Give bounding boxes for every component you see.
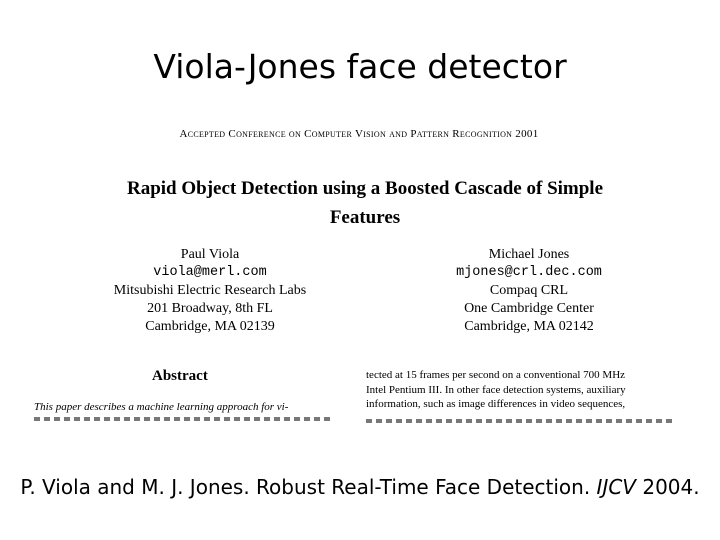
paper-title-line-2: Features <box>329 207 401 228</box>
paper-title <box>60 174 670 232</box>
author-address-line-2: Cambridge, MA 02139 <box>145 319 275 334</box>
right-column-text <box>366 368 676 412</box>
abstract-heading: Abstract <box>152 368 208 384</box>
paper-title-line-1: Rapid Object Detection using a Boosted Cascade of Simple <box>126 178 604 199</box>
citation <box>0 474 720 500</box>
citation-prefix: P. Viola and M. J. Jones. Robust Real-Time Face Detection. <box>20 475 597 499</box>
slide-title: Viola-Jones face detector <box>153 47 567 86</box>
paper-excerpt-image <box>28 114 688 424</box>
right-column-line: Intel Pentium III. In other face detection systems, auxiliary <box>366 383 626 396</box>
author-affiliation: Compaq CRL <box>489 283 569 298</box>
cropped-text-edge <box>34 417 334 421</box>
author-address-line-2: Cambridge, MA 02142 <box>464 319 594 334</box>
author-block-viola <box>90 246 330 336</box>
author-email: viola@merl.com <box>153 265 267 280</box>
author-address-line-1: 201 Broadway, 8th FL <box>147 301 273 316</box>
author-name: Michael Jones <box>488 247 570 262</box>
citation-venue: IJCV <box>596 475 636 499</box>
author-block-jones <box>424 246 634 336</box>
author-affiliation: Mitsubishi Electric Research Labs <box>113 283 307 298</box>
right-column-line: tected at 15 frames per second on a conventional 700 MHz <box>366 369 626 381</box>
author-name: Paul Viola <box>180 247 240 262</box>
paper-conference-header: Accepted Conference on Computer Vision and Pattern Recognition 2001 <box>179 128 539 140</box>
author-address-line-1: One Cambridge Center <box>464 301 594 316</box>
abstract-first-line: This paper describes a machine learning approach for vi- <box>34 401 289 413</box>
author-email: mjones@crl.dec.com <box>456 265 602 280</box>
citation-suffix: 2004. <box>636 475 700 499</box>
right-column-line: information, such as image differences in video sequences, <box>366 398 626 410</box>
cropped-text-edge <box>366 419 676 423</box>
